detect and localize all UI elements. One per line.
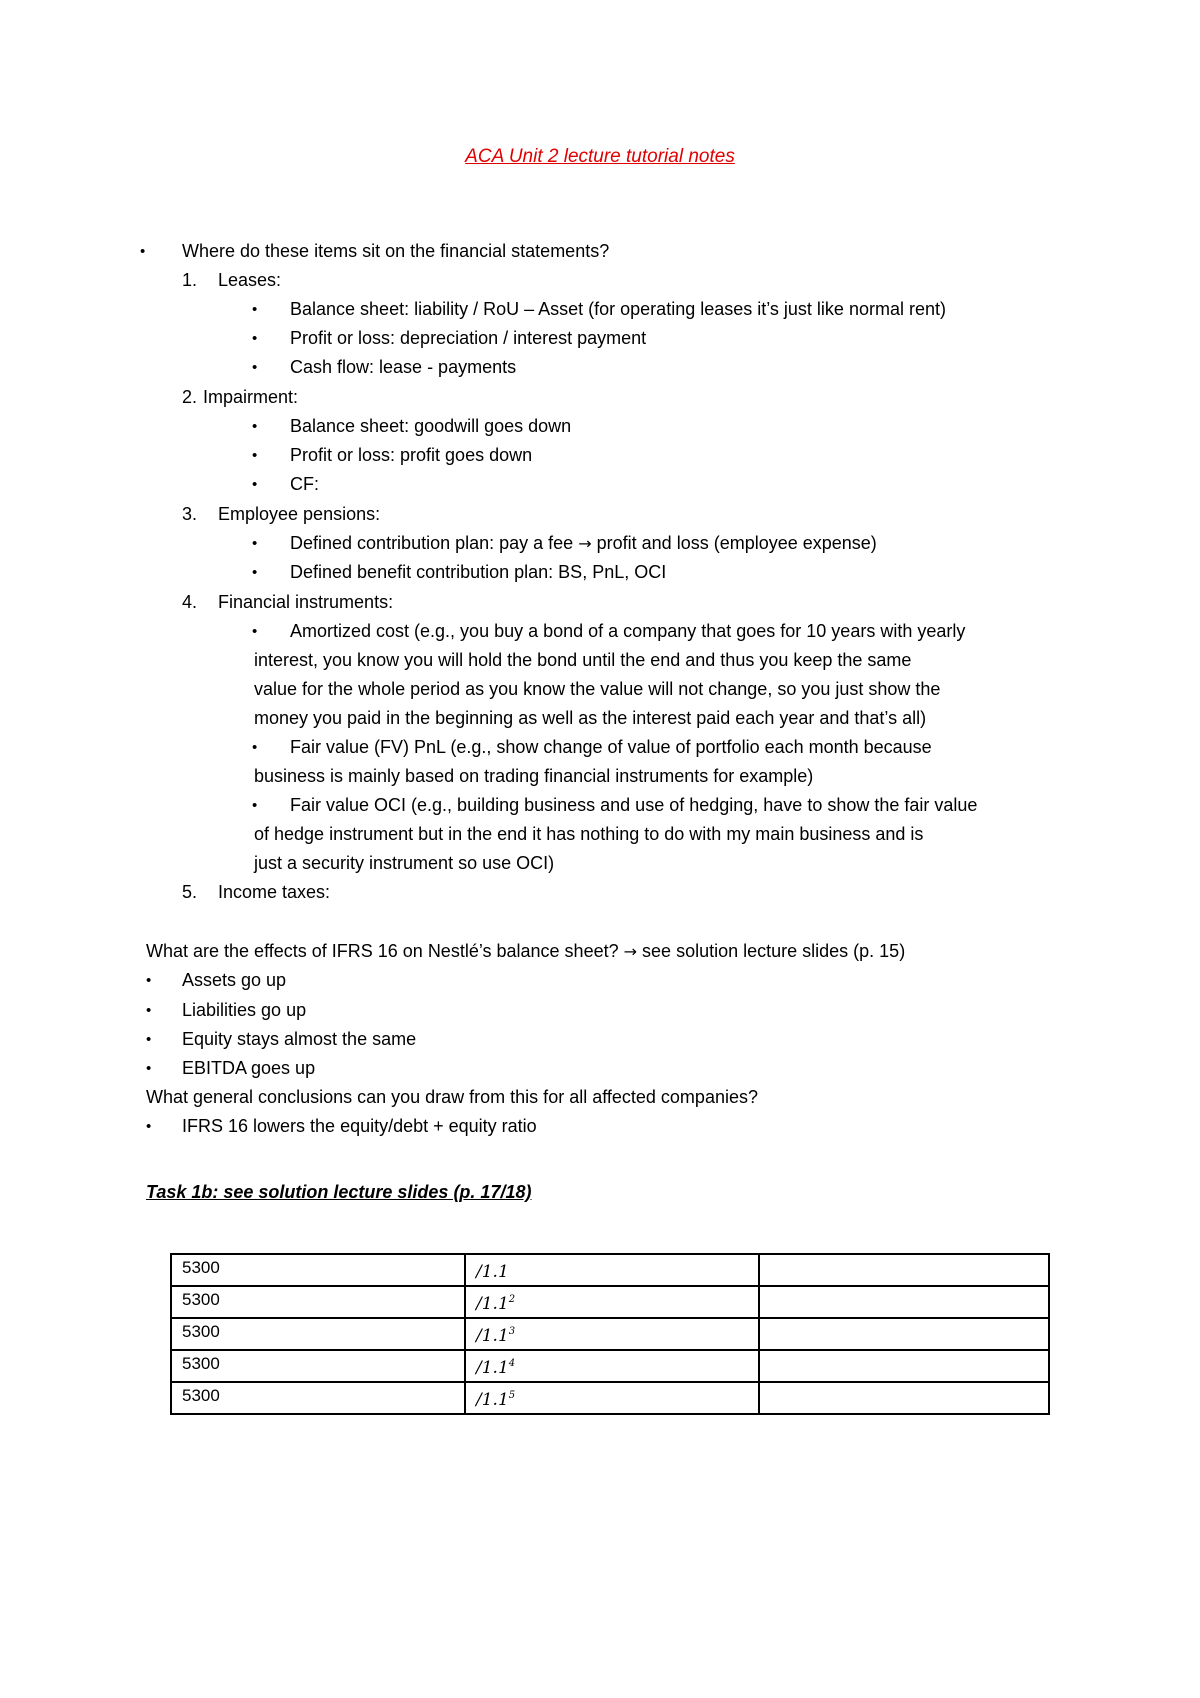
cell-divisor [465,1286,759,1318]
question-reference: see solution lecture slides (p. 15) [642,941,906,961]
divisor-text: /1.1 [476,1358,509,1378]
section-heading-leases: Leases: [218,270,282,290]
calculation-table [170,1253,1050,1415]
question-text: What are the effects of IFRS 16 on Nestlé’s balance sheet? [146,941,619,961]
section-number: 1. [182,270,198,290]
section-heading-instruments: Financial instruments: [218,592,394,612]
table-row [171,1318,1049,1350]
divisor-text: /1.1 [476,1326,509,1346]
table-row [171,1254,1049,1286]
cell-empty [759,1254,1049,1286]
list-item: Assets go up [182,970,287,990]
bullet-icon: • [146,1118,152,1135]
section-heading-pensions: Employee pensions: [218,504,381,524]
section-heading-taxes: Income taxes: [218,882,331,902]
list-item: Cash flow: lease - payments [290,357,517,377]
exponent: 3 [508,1326,516,1337]
exponent: 5 [508,1390,516,1401]
bullet-icon: • [252,359,258,376]
bullet-icon: • [146,972,152,989]
divisor-text: /1.1 [476,1262,509,1282]
cell-divisor [465,1318,759,1350]
table-row [171,1286,1049,1318]
question-3: What general conclusions can you draw from this for all affected companies? [146,1087,758,1107]
list-item-text: Defined contribution plan: pay a fee [290,533,574,553]
exponent: 2 [508,1294,516,1305]
bullet-icon: • [146,1002,152,1019]
cell-empty [759,1286,1049,1318]
bullet-icon: • [146,1060,152,1077]
cell-value: 5300 [171,1286,465,1318]
list-item: Profit or loss: depreciation / interest payment [290,328,647,348]
question-1: Where do these items sit on the financial statements? [182,241,610,261]
list-item: Balance sheet: liability / RoU – Asset (for operating leases it’s just like normal rent) [290,299,946,319]
paragraph-line: of hedge instrument but in the end it has nothing to do with my main business and is [254,824,924,844]
divisor-text: /1.1 [476,1390,509,1410]
section-number: 4. [182,592,198,612]
bullet-icon: • [252,739,258,756]
cell-empty [759,1350,1049,1382]
paragraph-line: business is mainly based on trading financial instruments for example) [254,766,814,786]
cell-empty [759,1382,1049,1414]
list-item [290,529,1200,558]
cell-empty [759,1318,1049,1350]
list-item: IFRS 16 lowers the equity/debt + equity ratio [182,1116,537,1136]
bullet-icon: • [146,1031,152,1048]
bullet-icon: • [252,330,258,347]
list-item: Defined benefit contribution plan: BS, PnL, OCI [290,562,667,582]
bullet-icon: • [252,797,258,814]
exponent: 4 [508,1358,516,1369]
section-heading-impairment: Impairment: [203,387,299,407]
bullet-icon: • [252,301,258,318]
cell-divisor [465,1254,759,1286]
paragraph-line: Amortized cost (e.g., you buy a bond of a company that goes for 10 years with yearly [290,621,966,641]
bullet-icon: • [252,447,258,464]
cell-divisor [465,1350,759,1382]
cell-value: 5300 [171,1318,465,1350]
section-number: 5. [182,882,198,902]
cell-value: 5300 [171,1254,465,1286]
bullet-icon: • [140,243,146,260]
cell-value: 5300 [171,1382,465,1414]
list-item: Liabilities go up [182,1000,307,1020]
cell-value: 5300 [171,1350,465,1382]
list-item: CF: [290,474,319,494]
list-item: Profit or loss: profit goes down [290,445,533,465]
divisor-text: /1.1 [476,1294,509,1314]
bullet-icon: • [252,476,258,493]
bullet-icon: • [252,535,258,552]
paragraph-line: value for the whole period as you know the value will not change, so you just show the [254,679,941,699]
cell-divisor [465,1382,759,1414]
list-item: EBITDA goes up [182,1058,316,1078]
table-row [171,1350,1049,1382]
paragraph-line: just a security instrument so use OCI) [254,853,555,873]
paragraph-line: interest, you know you will hold the bond until the end and thus you keep the same [254,650,912,670]
section-number: 2. [182,387,198,407]
bullet-icon: • [252,564,258,581]
paragraph-line: Fair value OCI (e.g., building business and use of hedging, have to show the fair value [290,795,978,815]
task-heading: Task 1b: see solution lecture slides (p. 17/18) [146,1182,532,1202]
paragraph-line: Fair value (FV) PnL (e.g., show change of value of portfolio each month because [290,737,932,757]
list-item: Balance sheet: goodwill goes down [290,416,572,436]
list-item-text: profit and loss (employee expense) [596,533,877,553]
arrow-right-icon: → [578,534,592,553]
bullet-icon: • [252,418,258,435]
question-2 [146,937,1200,966]
table-row [171,1382,1049,1414]
document-title: ACA Unit 2 lecture tutorial notes [465,146,735,167]
list-item: Equity stays almost the same [182,1029,417,1049]
bullet-icon: • [252,623,258,640]
section-number: 3. [182,504,198,524]
arrow-right-icon: → [623,942,638,961]
paragraph-line: money you paid in the beginning as well as the interest paid each year and that’s all) [254,708,927,728]
